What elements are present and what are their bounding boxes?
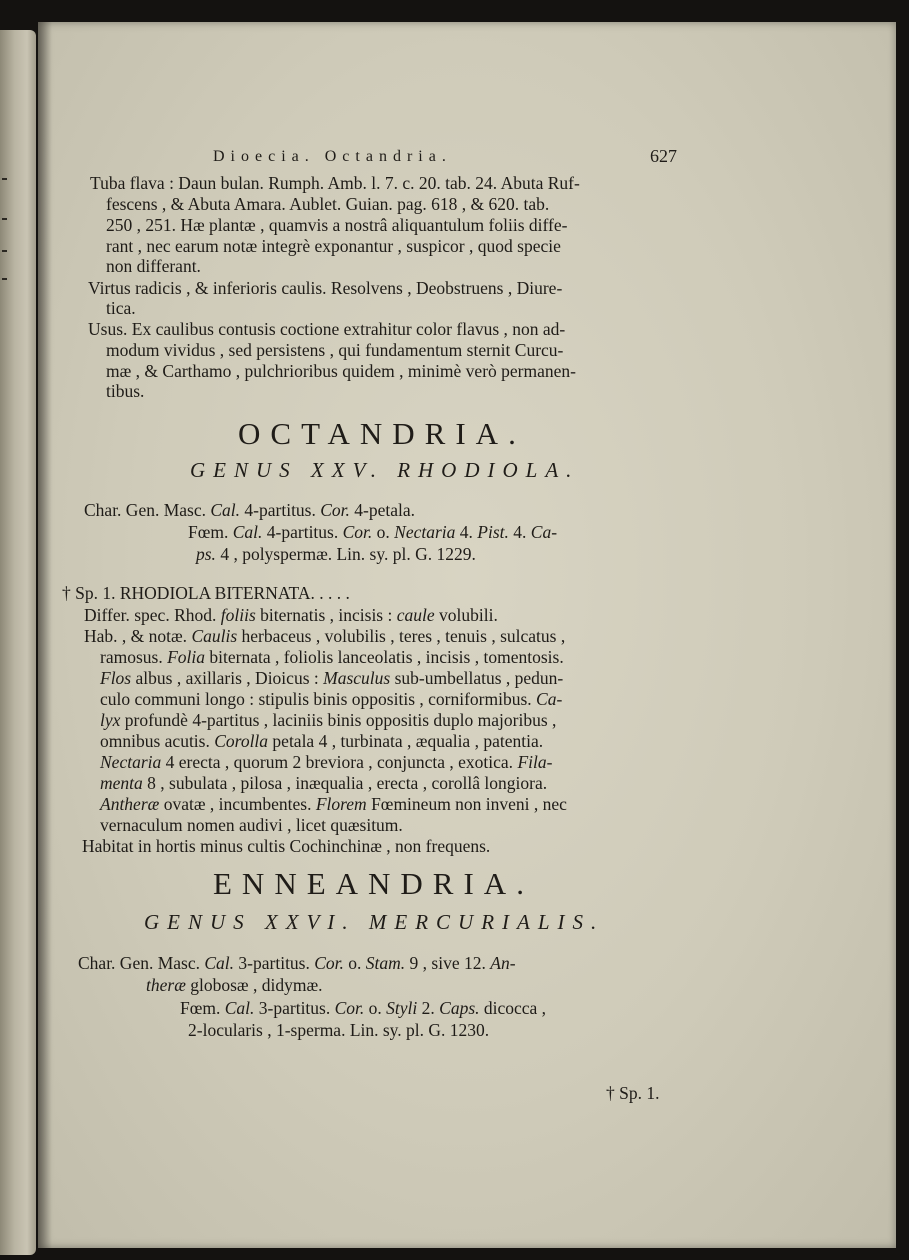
character-line: theræ globosæ , didymæ. [146,975,323,995]
genus-heading-mercurialis: GENUS XXVI. MERCURIALIS. [144,910,605,934]
description-line: Hab. , & notæ. Caulis herbaceus , volubilis , teres , tenuis , sulcatus , [84,626,566,646]
character-line: ps. 4 , polyspermæ. Lin. sy. pl. G. 1229. [196,544,476,564]
text-line: mæ , & Carthamo , pulchrioribus quidem , minimè verò permanen- [106,361,576,381]
text-line: non differant. [106,256,201,276]
character-line: 2-locularis , 1-sperma. Lin. sy. pl. G. 1230. [188,1020,490,1040]
text-line: fescens , & Abuta Amara. Aublet. Guian. pag. 618 , & 620. tab. [106,194,550,214]
running-head: Dioecia. Octandria. [213,148,452,165]
facing-page-mark [2,250,7,252]
description-line: Differ. spec. Rhod. foliis biternatis , incisis : caule volubili. [84,605,498,625]
description-line: Flos albus , axillaris , Dioicus : Masculus sub-umbellatus , pedun- [100,668,564,688]
character-line: Char. Gen. Masc. Cal. 3-partitus. Cor. o. Stam. 9 , sive 12. An- [78,953,516,973]
text-line: rant , nec earum notæ integrè exponantur , suspicor , quod specie [106,236,561,256]
book-page [38,22,896,1248]
habitat-line: Habitat in hortis minus cultis Cochinchinæ , non frequens. [82,836,491,856]
description-line: Nectaria 4 erecta , quorum 2 breviora , conjuncta , exotica. Fila- [100,752,553,772]
facing-page-mark [2,278,7,280]
description-line: omnibus acutis. Corolla petala 4 , turbinata , æqualia , patentia. [100,731,544,751]
character-line: Char. Gen. Masc. Cal. 4-partitus. Cor. 4-petala. [84,500,416,520]
description-line: ramosus. Folia biternata , foliolis lanceolatis , incisis , tomentosis. [100,647,564,667]
text-line: Usus. Ex caulibus contusis coctione extrahitur color flavus , non ad- [88,319,566,339]
text-line: Tuba flava : Daun bulan. Rumph. Amb. l. 7. c. 20. tab. 24. Abuta Ruf- [90,173,580,193]
text-line: Virtus radicis , & inferioris caulis. Resolvens , Deobstruens , Diure- [88,278,563,298]
text-line: tibus. [106,381,145,401]
section-title-enneandria: ENNEANDRIA. [213,866,534,901]
page-gutter-shadow [38,22,52,1248]
page-number: 627 [650,146,677,166]
catchword: † Sp. 1. [606,1083,660,1103]
text-line: modum vividus , sed persistens , qui fundamentum sternit Curcu- [106,340,564,360]
description-line: culo communi longo : stipulis binis oppositis , corniformibus. Ca- [100,689,563,709]
text-line: 250 , 251. Hæ plantæ , quamvis a nostrâ aliquantulum foliis diffe- [106,215,568,235]
description-line: lyx profundè 4-partitus , laciniis binis oppositis duplo majoribus , [100,710,557,730]
species-heading: † Sp. 1. RHODIOLA BITERNATA. . . . . [62,583,350,603]
character-line: Fœm. Cal. 3-partitus. Cor. o. Styli 2. Caps. dicocca , [180,998,547,1018]
character-line: Fœm. Cal. 4-partitus. Cor. o. Nectaria 4. Pist. 4. Ca- [188,522,558,542]
text-line: tica. [106,298,136,318]
description-line: vernaculum nomen audivi , licet quæsitum. [100,815,403,835]
genus-heading-rhodiola: GENUS XXV. RHODIOLA. [190,458,580,482]
facing-page-mark [2,218,7,220]
description-line: Antheræ ovatæ , incumbentes. Florem Fœmineum non inveni , nec [100,794,567,814]
facing-page-edge [0,30,36,1255]
description-line: menta 8 , subulata , pilosa , inæqualia , erecta , corollâ longiora. [100,773,548,793]
facing-page-mark [2,178,7,180]
section-title-octandria: OCTANDRIA. [238,416,526,451]
